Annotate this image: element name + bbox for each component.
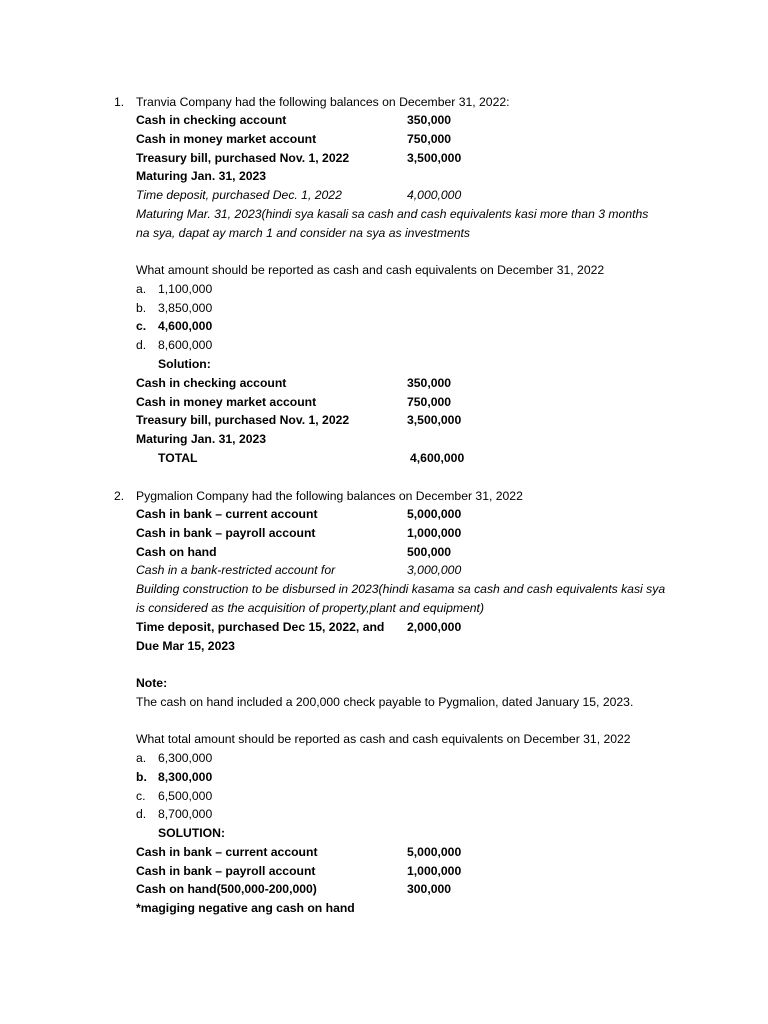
q1-solution-value: 350,000	[407, 376, 452, 390]
q1-solution-value: 750,000	[407, 395, 452, 409]
q2-final-note: *magiging negative ang cash on hand	[136, 901, 355, 915]
q1-solution-value: 3,500,000	[407, 413, 462, 427]
q2-solution-label: Cash in bank – payroll account	[136, 864, 316, 878]
q1-title: Tranvia Company had the following balances on December 31, 2022:	[136, 95, 510, 109]
q2-solution-value: 1,000,000	[407, 864, 462, 878]
q1-balance-label: Cash in money market account	[136, 132, 317, 146]
q2-time-deposit-value: 2,000,000	[407, 620, 462, 634]
q2-balance-label: Cash in bank – payroll account	[136, 526, 316, 540]
q2-restricted-note: Building construction to be disbursed in 2023(hindi kasama sa cash and cash equivalents kasi sya	[136, 582, 666, 596]
q2-choice-letter: a.	[136, 751, 147, 765]
q2-solution-label: Cash on hand(500,000-200,000)	[136, 882, 317, 896]
q2-question: What total amount should be reported as cash and cash equivalents on December 31, 2022	[136, 732, 631, 746]
q2-solution-label: Cash in bank – current account	[136, 845, 318, 859]
q2-choice-text: 6,300,000	[158, 751, 213, 765]
q2-due: Due Mar 15, 2023	[136, 639, 235, 653]
q1-choice-letter: d.	[136, 338, 147, 352]
q2-restricted-note: is considered as the acquisition of property,plant and equipment)	[136, 601, 485, 615]
q2-balance-label: Cash in bank – current account	[136, 507, 318, 521]
q1-balance-value: 750,000	[407, 132, 452, 146]
q1-solution-label: Cash in checking account	[136, 376, 287, 390]
q1-solution-label: Treasury bill, purchased Nov. 1, 2022	[136, 413, 350, 427]
q2-choice-text: 8,700,000	[158, 807, 213, 821]
q2-restricted-label: Cash in a bank-restricted account for	[136, 563, 336, 577]
q2-solution-heading: SOLUTION:	[158, 826, 226, 840]
q1-maturing: Maturing Jan. 31, 2023	[136, 169, 267, 183]
q2-choice-text: 8,300,000	[158, 770, 213, 784]
q1-balance-value: 3,500,000	[407, 151, 462, 165]
q2-note-heading: Note:	[136, 676, 168, 690]
q1-total-value: 4,600,000	[410, 451, 465, 465]
q1-time-deposit-label: Time deposit, purchased Dec. 1, 2022	[136, 188, 342, 202]
q1-solution-heading: Solution:	[158, 357, 211, 371]
q1-choice-text: 3,850,000	[158, 301, 213, 315]
q2-balance-label: Cash on hand	[136, 545, 217, 559]
q1-total-label: TOTAL	[158, 451, 198, 465]
q1-choice-letter: c.	[136, 319, 147, 333]
q1-note-line: Maturing Mar. 31, 2023(hindi sya kasali sa cash and cash equivalents kasi more than 3 months	[136, 207, 649, 221]
q2-note-text: The cash on hand included a 200,000 check payable to Pygmalion, dated January 15, 2023.	[136, 695, 634, 709]
q2-solution-value: 300,000	[407, 882, 452, 896]
q1-balance-label: Treasury bill, purchased Nov. 1, 2022	[136, 151, 350, 165]
q2-choice-letter: d.	[136, 807, 147, 821]
q1-choice-text: 1,100,000	[158, 282, 213, 296]
q1-question: What amount should be reported as cash and cash equivalents on December 31, 2022	[136, 263, 605, 277]
q2-solution-value: 5,000,000	[407, 845, 462, 859]
q1-choice-text: 4,600,000	[158, 319, 213, 333]
q2-choice-letter: b.	[136, 770, 147, 784]
q1-choice-text: 8,600,000	[158, 338, 213, 352]
q1-balance-value: 350,000	[407, 113, 452, 127]
q1-solution-label: Cash in money market account	[136, 395, 317, 409]
q1-number: 1.	[114, 95, 125, 109]
q2-choice-letter: c.	[136, 789, 146, 803]
q2-balance-value: 500,000	[407, 545, 452, 559]
q1-note-line: na sya, dapat ay march 1 and consider na sya as investments	[136, 226, 470, 240]
q2-time-deposit-label: Time deposit, purchased Dec 15, 2022, and	[136, 620, 385, 634]
q1-time-deposit-value: 4,000,000	[407, 188, 462, 202]
q2-balance-value: 1,000,000	[407, 526, 462, 540]
q2-title: Pygmalion Company had the following balances on December 31, 2022	[136, 489, 523, 503]
q1-solution-maturing: Maturing Jan. 31, 2023	[136, 432, 267, 446]
q2-number: 2.	[114, 489, 125, 503]
q1-choice-letter: b.	[136, 301, 147, 315]
q2-balance-value: 5,000,000	[407, 507, 462, 521]
q1-balance-label: Cash in checking account	[136, 113, 287, 127]
q2-restricted-value: 3,000,000	[407, 563, 462, 577]
q2-choice-text: 6,500,000	[158, 789, 213, 803]
q1-choice-letter: a.	[136, 282, 147, 296]
